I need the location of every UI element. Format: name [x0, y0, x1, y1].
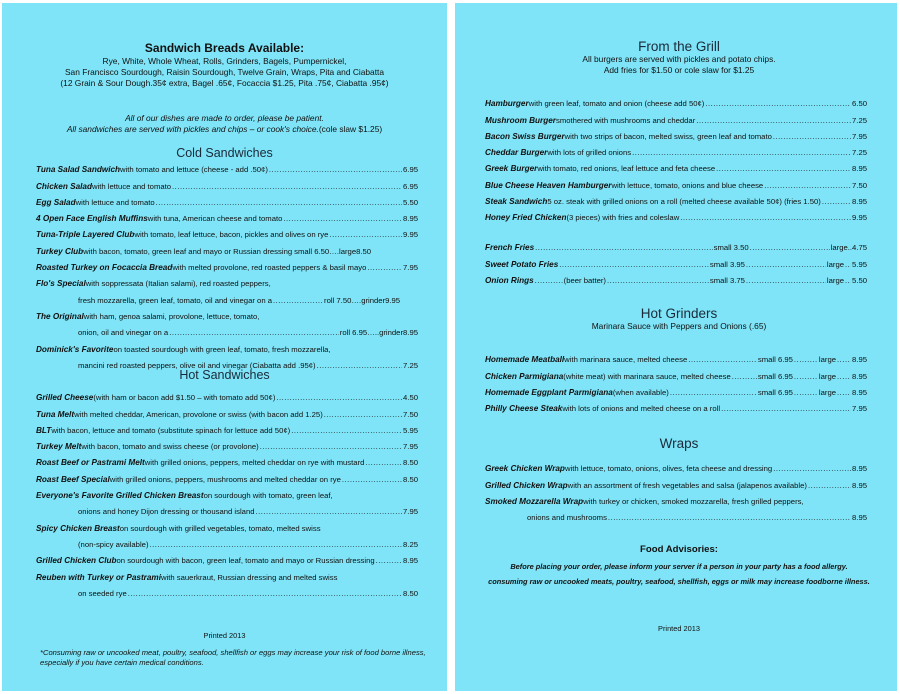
disclaimer [40, 648, 440, 668]
grinders-header [455, 306, 900, 332]
list-item: Blue Cheese Heaven Hamburger with lettuce, tomato, onions and blue cheese ..... 7.50 [485, 174, 867, 190]
breads-line-3: (12 Grain & Sour Dough.35¢ extra, Bagel .65¢, Focaccia $1.25, Pita .75¢, Ciabatta .95¢) [60, 78, 389, 88]
list-item: Greek Chicken Wrap with lettuce, tomato, onions, olives, feta cheese and dressing ..... 8.95 [485, 458, 867, 474]
cold-sandwiches-list [36, 159, 418, 371]
breads-line-1: Rye, White, Whole Wheat, Rolls, Grinders, Bagels, Pumpernickel, [102, 56, 347, 66]
grinders-sub: Marinara Sauce with Peppers and Onions (.65) [591, 321, 767, 331]
printed-date-right: Printed 2013 [658, 624, 700, 633]
grinders-title: Hot Grinders [640, 306, 718, 321]
list-item: Smoked Mozzarella Wrap with turkey or chicken, smoked mozzarella, fresh grilled peppers, [485, 496, 804, 506]
list-item: Mushroom Burger smothered with mushrooms and cheddar ..... 7.25 [485, 109, 867, 125]
grill-title: From the Grill [638, 39, 720, 54]
list-item: Tuna Salad Sandwich with tomato and lettuce (cheese - add .50¢) ..... 6.95 [36, 159, 418, 175]
disclaimer-line-1: *Consuming raw or uncooked meat, poultry, seafood, shellfish or eggs may increase your risk of food borne illness, [40, 648, 426, 657]
order-notes [2, 113, 447, 135]
list-item: French Fries ..... small 3.50 ..... large.. 4.75 [485, 237, 867, 253]
list-item: Homemade Eggplant Parmigiana (when available) ..... small 6.95 ..... large ..... 8.95 [485, 382, 867, 398]
list-item: Onion Rings ..... (beer batter) ..... small 3.75 ..... large ..... 5.50 [485, 270, 867, 286]
list-item: Roast Beef or Pastrami Melt with grilled onions, peppers, melted cheddar on rye with mustard ..... 8.50 [36, 452, 418, 468]
list-item: Cheddar Burger with lots of grilled onions ..... 7.25 [485, 142, 867, 158]
list-item: Hamburger with green leaf, tomato and onion (cheese add 50¢) ..... 6.50 [485, 93, 867, 109]
breads-section [2, 41, 447, 89]
advisories-title: Food Advisories: [639, 544, 718, 555]
list-item: Chicken Salad with lettuce and tomato ..... 6.95 [36, 175, 418, 191]
list-item: The Original with ham, genoa salami, provolone, lettuce, tomato, [36, 311, 260, 321]
list-item: Roast Beef Special with grilled onions, peppers, mushrooms and melted cheddar on rye ..... 8.50 [36, 468, 418, 484]
list-item: Greek Burger with tomato, red onions, leaf lettuce and feta cheese ..... 8.95 [485, 158, 867, 174]
list-item: Philly Cheese Steak with lots of onions and melted cheese on a roll ..... 7.95 [485, 398, 867, 414]
grill-header [455, 39, 900, 76]
list-item-continuation: onion, oil and vinegar on a ..... roll 6.95…..grinder 8.95 [36, 322, 418, 338]
list-item: Chicken Parmigiana (white meat) with marinara sauce, melted cheese ..... small 6.95 ..... large ..... 8.95 [485, 365, 867, 381]
left-menu-page [2, 3, 447, 691]
list-item-continuation: onions and honey Dijon dressing or thousand island ..... 7.95 [36, 501, 418, 517]
list-item: Grilled Chicken Club on sourdough with bacon, green leaf, tomato and mayo or Russian dressing ..... 8.95 [36, 550, 418, 566]
wraps-list [485, 458, 867, 523]
grinders-list [485, 349, 867, 414]
list-item: Dominick's Favorite on toasted sourdough with green leaf, tomato, fresh mozzarella, [36, 344, 331, 354]
list-item: Turkey Melt with bacon, tomato and swiss cheese (or provolone) ..... 7.95 [36, 436, 418, 452]
hot-sandwiches-list [36, 387, 418, 599]
list-item: Spicy Chicken Breast on sourdough with grilled vegetables, tomato, melted swiss [36, 523, 321, 533]
food-advisories [455, 544, 900, 589]
list-item: Steak Sandwich 5 oz. steak with grilled onions on a roll (melted cheese available 50¢) (fries 1.50) ..... 8.95 [485, 191, 867, 207]
disclaimer-line-2: especially if you have certain medical conditions. [40, 658, 204, 667]
cold-sandwiches-title: Cold Sandwiches [176, 146, 273, 160]
list-item-continuation: mancini red roasted peppers, olive oil and vinegar (Ciabatta add .95¢) ..... 7.25 [36, 355, 418, 371]
note-coleslaw: (cole slaw $1.25) [318, 124, 383, 134]
advisory-line-2: consuming raw or uncooked meats, poultry, seafood, shellfish, eggs or milk may increase foodborne illness. [488, 577, 870, 586]
list-item: Flo's Special with soppressata (Italian salami), red roasted peppers, [36, 279, 271, 289]
list-item-continuation: fresh mozzarella, green leaf, tomato, oil and vinegar on a ..... roll 7.50….grinder 9.95 [36, 289, 418, 305]
grill-sub-2: Add fries for $1.50 or cole slaw for $1.25 [603, 65, 755, 75]
wraps-title: Wraps [659, 436, 699, 451]
list-item: Bacon Swiss Burger with two strips of bacon, melted swiss, green leaf and tomato ..... 7.95 [485, 126, 867, 142]
breads-title: Sandwich Breads Available: [144, 41, 305, 55]
list-item: Roasted Turkey on Focaccia Bread with melted provolone, red roasted peppers & basil mayo ..... 7.95 [36, 257, 418, 273]
grill-sub-1: All burgers are served with pickles and potato chips. [582, 54, 776, 64]
advisory-line-1: Before placing your order, please inform your server if a person in your party has a food allergy. [510, 562, 848, 571]
list-item: BLT with bacon, lettuce and tomato (substitute spinach for lettuce add 50¢) ..... 5.95 [36, 420, 418, 436]
hot-sandwiches-title: Hot Sandwiches [179, 368, 270, 382]
printed-date-left: Printed 2013 [203, 631, 246, 640]
breads-line-2: San Francisco Sourdough, Raisin Sourdough, Twelve Grain, Wraps, Pita and Ciabatta [64, 67, 385, 77]
sides-list [485, 237, 867, 286]
list-item: Tuna-Triple Layered Club with tomato, leaf lettuce, bacon, pickles and olives on rye ..... 9.95 [36, 224, 418, 240]
list-item-continuation: on seeded rye ..... 8.50 [36, 583, 418, 599]
list-item: 4 Open Face English Muffins with tuna, American cheese and tomato ..... 8.95 [36, 208, 418, 224]
grill-list [485, 93, 867, 223]
list-item: Homemade Meatball with marinara sauce, melted cheese ..... small 6.95 ..... large ..... 8.95 [485, 349, 867, 365]
list-item: Honey Fried Chicken (3 pieces) with fries and coleslaw ..... 9.95 [485, 207, 867, 223]
list-item: Grilled Cheese (with ham or bacon add $1.50 – with tomato add 50¢) ..... 4.50 [36, 387, 418, 403]
right-menu-page [455, 3, 897, 691]
list-item: Everyone's Favorite Grilled Chicken Breast on sourdough with tomato, green leaf, [36, 491, 333, 501]
list-item: Egg Salad with lettuce and tomato ..... 5.50 [36, 192, 418, 208]
list-item: Sweet Potato Fries ..... small 3.95 ..... large ..... 5.95 [485, 253, 867, 269]
note-made-to-order: All of our dishes are made to order, please be patient. [125, 113, 324, 123]
list-item: Turkey Club with bacon, tomato, green leaf and mayo or Russian dressing small 6.50….large 8.50 [36, 246, 372, 256]
note-pickles-chips: All sandwiches are served with pickles and chips – or cook's choice. [66, 124, 319, 134]
list-item: Grilled Chicken Wrap with an assortment of fresh vegetables and salsa (jalapenos available) ..... 8.95 [485, 474, 867, 490]
list-item: Tuna Melt with melted cheddar, American, provolone or swiss (with bacon add 1.25) ..... 7.50 [36, 403, 418, 419]
list-item-continuation: (non-spicy available) ..... 8.25 [36, 534, 418, 550]
list-item: Reuben with Turkey or Pastrami with sauerkraut, Russian dressing and melted swiss [36, 572, 338, 582]
list-item-continuation: onions and mushrooms ..... 8.95 [485, 507, 867, 523]
